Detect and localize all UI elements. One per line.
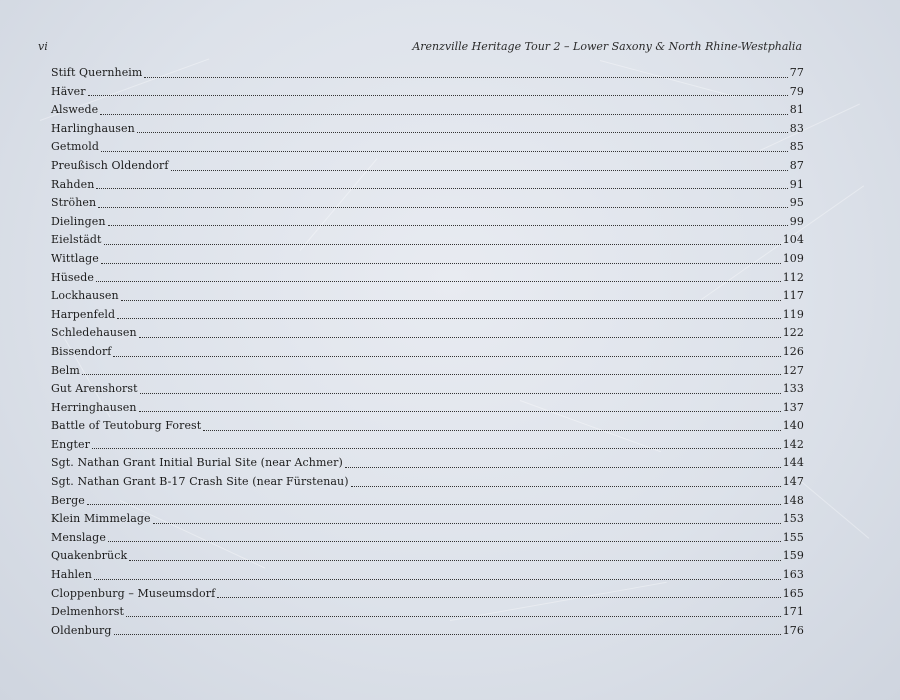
toc-entry-page: 155 (782, 530, 804, 544)
toc-entry (51, 436, 804, 455)
toc-entry (51, 213, 804, 232)
toc-entry-page: 137 (782, 400, 804, 414)
toc-entry (51, 399, 804, 418)
dot-leader (101, 262, 781, 264)
toc-entry-title: Belm (51, 363, 80, 377)
toc-entry-page: 79 (789, 84, 804, 98)
toc-entry-page: 144 (782, 456, 804, 470)
toc-entry-page: 127 (782, 363, 804, 377)
toc-entry-page: 81 (789, 103, 804, 117)
toc-entry-page: 87 (789, 158, 804, 172)
page-number: vi (38, 40, 48, 53)
dot-leader (144, 76, 787, 78)
toc-entry (51, 566, 804, 585)
dot-leader (104, 243, 781, 245)
toc-entry-title: Bissendorf (51, 344, 112, 358)
toc-entry (51, 157, 804, 176)
toc-entry-page: 85 (789, 140, 804, 154)
toc-entry (51, 324, 804, 343)
toc-entry-title: Cloppenburg – Museumsdorf (51, 586, 216, 600)
toc-entry-title: Harpenfeld (51, 307, 116, 321)
toc-entry-page: 165 (782, 586, 804, 600)
toc-entry-title: Harlinghausen (51, 121, 135, 135)
toc-entry-title: Preußisch Oldendorf (51, 158, 169, 172)
toc-entry-page: 142 (782, 437, 804, 451)
toc-entry (51, 250, 804, 269)
toc-entry-page: 112 (782, 270, 804, 284)
dot-leader (129, 559, 780, 561)
dot-leader (121, 299, 781, 301)
toc-entry (51, 138, 804, 157)
toc-entry (51, 547, 804, 566)
toc-entry (51, 343, 804, 362)
toc-entry-title: Sgt. Nathan Grant B-17 Crash Site (near Fürstenau) (51, 475, 349, 489)
toc-entry-page: 176 (782, 623, 804, 637)
toc-entry-title: Dielingen (51, 214, 106, 228)
toc-entry-title: Quakenbrück (51, 549, 128, 563)
toc-entry-title: Eielstädt (51, 233, 102, 247)
toc-entry (51, 176, 804, 195)
table-of-contents (51, 64, 804, 640)
dot-leader (88, 94, 788, 96)
dot-leader (139, 336, 781, 338)
toc-entry-title: Häver (51, 84, 86, 98)
toc-entry (51, 83, 804, 102)
toc-entry-title: Oldenburg (51, 623, 112, 637)
toc-entry-title: Schledehausen (51, 326, 137, 340)
dot-leader (126, 615, 781, 617)
dot-leader (137, 131, 788, 133)
toc-entry (51, 492, 804, 511)
toc-entry (51, 120, 804, 139)
toc-entry-page: 133 (782, 382, 804, 396)
toc-entry-title: Delmenhorst (51, 605, 125, 619)
toc-entry-page: 140 (782, 419, 804, 433)
toc-entry-page: 126 (782, 344, 804, 358)
toc-entry-page: 119 (782, 307, 804, 321)
toc-entry-page: 95 (789, 196, 804, 210)
toc-entry (51, 529, 804, 548)
toc-entry-page: 159 (782, 549, 804, 563)
toc-entry-page: 77 (789, 66, 804, 79)
dot-leader (87, 503, 781, 505)
toc-entry-page: 147 (782, 475, 804, 489)
dot-leader (139, 410, 781, 412)
toc-entry-title: Menslage (51, 530, 106, 544)
dot-leader (171, 169, 788, 171)
toc-entry (51, 473, 804, 492)
toc-entry-page: 153 (782, 512, 804, 526)
toc-entry-title: Herringhausen (51, 400, 137, 414)
toc-entry-title: Berge (51, 493, 85, 507)
toc-entry (51, 194, 804, 213)
dot-leader (92, 447, 781, 449)
dot-leader (96, 280, 781, 282)
toc-entry-page: 117 (782, 289, 804, 303)
toc-entry (51, 269, 804, 288)
toc-entry-page: 122 (782, 326, 804, 340)
toc-entry-title: Rahden (51, 177, 95, 191)
dot-leader (101, 150, 788, 152)
dot-leader (108, 540, 781, 542)
toc-entry-page: 148 (782, 493, 804, 507)
toc-entry-title: Alswede (51, 103, 99, 117)
toc-entry (51, 622, 804, 641)
toc-entry-title: Engter (51, 437, 90, 451)
dot-leader (153, 522, 781, 524)
toc-entry (51, 585, 804, 604)
toc-entry (51, 362, 804, 381)
dot-leader (100, 113, 788, 115)
toc-entry-title: Hüsede (51, 270, 94, 284)
toc-entry-title: Lockhausen (51, 289, 119, 303)
toc-entry (51, 380, 804, 399)
toc-entry-title: Stift Quernheim (51, 66, 143, 79)
dot-leader (117, 317, 781, 319)
toc-entry-title: Battle of Teutoburg Forest (51, 419, 202, 433)
dot-leader (140, 392, 781, 394)
paper-scratch (800, 480, 870, 539)
dot-leader (96, 187, 787, 189)
page-header (38, 40, 802, 56)
toc-entry-title: Gut Arenshorst (51, 382, 138, 396)
toc-entry-title: Ströhen (51, 196, 97, 210)
running-title: Arenzville Heritage Tour 2 – Lower Saxony & North Rhine-Westphalia (412, 40, 802, 53)
toc-entry-title: Hahlen (51, 568, 92, 582)
toc-entry-page: 171 (782, 605, 804, 619)
toc-entry-title: Klein Mimmelage (51, 512, 151, 526)
toc-entry (51, 603, 804, 622)
toc-entry-title: Sgt. Nathan Grant Initial Burial Site (near Achmer) (51, 456, 343, 470)
dot-leader (113, 355, 780, 357)
toc-entry-page: 91 (789, 177, 804, 191)
toc-entry-page: 83 (789, 121, 804, 135)
toc-entry-page: 163 (782, 568, 804, 582)
toc-entry-page: 99 (789, 214, 804, 228)
toc-entry (51, 306, 804, 325)
toc-entry-page: 109 (782, 251, 804, 265)
toc-entry (51, 64, 804, 83)
dot-leader (203, 429, 780, 431)
dot-leader (82, 373, 781, 375)
dot-leader (98, 206, 788, 208)
toc-entry-title: Wittlage (51, 251, 99, 265)
toc-entry (51, 231, 804, 250)
toc-entry (51, 417, 804, 436)
dot-leader (94, 578, 781, 580)
toc-entry-page: 104 (782, 233, 804, 247)
toc-entry (51, 287, 804, 306)
toc-entry (51, 454, 804, 473)
toc-entry (51, 101, 804, 120)
dot-leader (345, 466, 781, 468)
dot-leader (351, 485, 781, 487)
toc-entry (51, 510, 804, 529)
dot-leader (114, 633, 781, 635)
toc-entry-title: Getmold (51, 140, 100, 154)
dot-leader (217, 596, 780, 598)
dot-leader (108, 224, 788, 226)
